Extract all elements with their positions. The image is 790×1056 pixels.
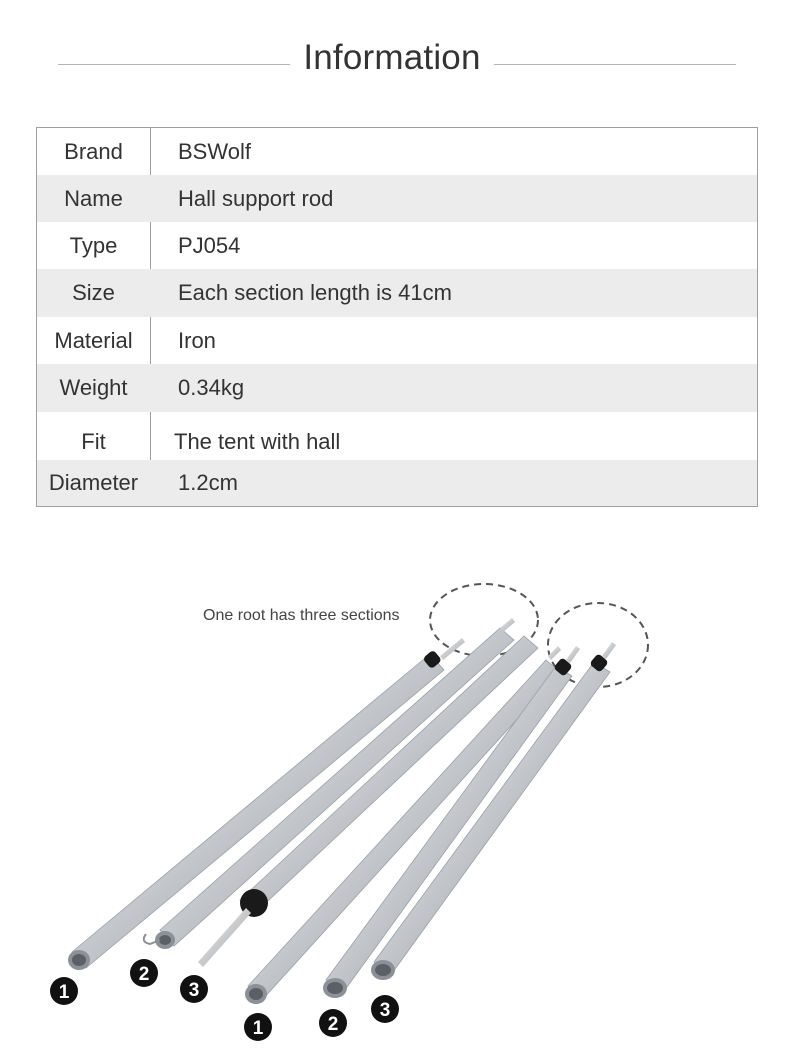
spec-label: Size (72, 280, 115, 305)
spec-row-weight (37, 364, 757, 412)
svg-text:3: 3 (188, 980, 200, 1001)
spec-label: Fit (81, 429, 106, 454)
spec-label: Weight (59, 375, 128, 400)
spec-value: 1.2cm (178, 470, 238, 495)
svg-text:2: 2 (327, 1014, 339, 1035)
spec-row-size (37, 269, 757, 317)
svg-text:2: 2 (138, 964, 150, 985)
spec-row-diameter (37, 460, 757, 506)
svg-text:1: 1 (58, 982, 70, 1003)
rod-1c (198, 636, 538, 967)
product-caption: One root has three sections (203, 607, 400, 624)
spec-label: Material (54, 327, 133, 353)
spec-value: Each section length is 41cm (178, 280, 452, 305)
spec-value: The tent with hall (174, 429, 341, 454)
spec-row-name (37, 175, 757, 222)
badge-2-left (130, 959, 158, 987)
badge-3-right (371, 995, 399, 1023)
spec-value: PJ054 (178, 232, 241, 258)
spec-label: Name (64, 185, 123, 211)
spec-value: Iron (178, 327, 216, 353)
spec-value: Hall support rod (178, 185, 334, 211)
spec-label: Diameter (48, 470, 139, 495)
svg-text:3: 3 (379, 1000, 391, 1021)
spec-row-brand (37, 128, 757, 175)
spec-label: Brand (64, 138, 123, 164)
spec-label: Type (69, 232, 118, 258)
spec-value: BSWolf (178, 138, 251, 164)
spec-row-fit (37, 412, 757, 460)
svg-text:1: 1 (252, 1018, 264, 1039)
header-divider-right (494, 64, 736, 65)
section-title: Information (303, 38, 481, 77)
section-header (0, 30, 790, 90)
header-divider-left (58, 64, 290, 65)
badge-1-left (50, 977, 78, 1005)
spec-value: 0.34kg (178, 375, 245, 400)
spec-row-type (37, 222, 757, 269)
badge-2-right (319, 1009, 347, 1037)
product-illustration (0, 560, 790, 1056)
rod-2b (323, 646, 580, 998)
spec-table (36, 127, 758, 507)
badge-3-left (180, 975, 208, 1003)
spec-row-material (37, 317, 757, 364)
badge-1-right (244, 1013, 272, 1041)
